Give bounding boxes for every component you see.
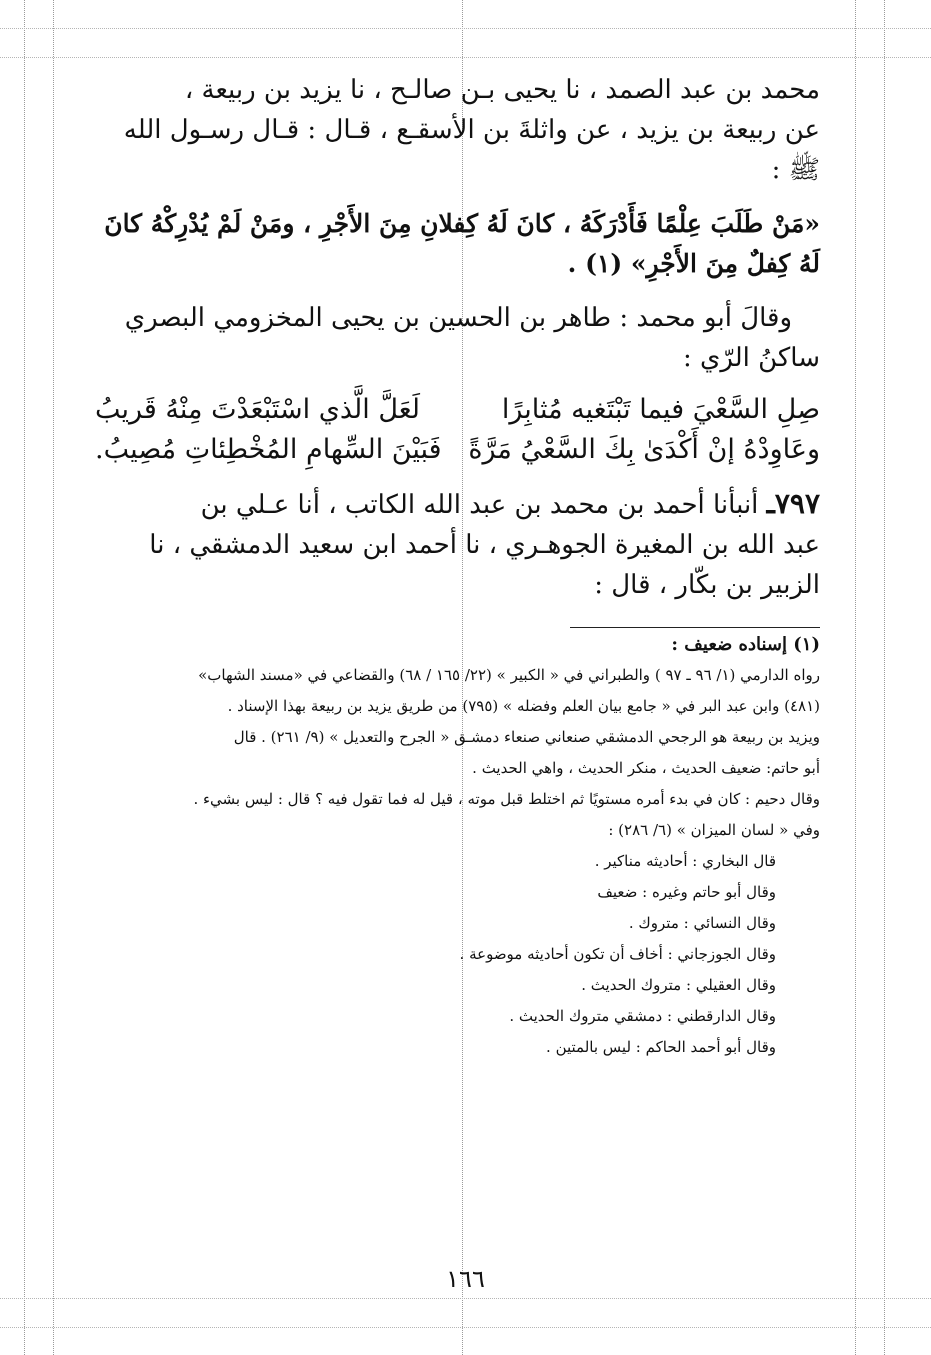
entry-text: أنبأنا أحمد بن محمد بن عبد الله الكاتب ، أنا عـلي بن: [200, 490, 767, 520]
entry-number: ٧٩٧ـ: [766, 487, 820, 520]
text-line: عبد الله بن المغيرة الجوهـري ، نا أحمد ابن سعيد الدمشقي ، نا: [149, 530, 820, 560]
footnote-quote: وقال الجوزجاني : أخاف أن تكون أحاديثه موضوعة .: [459, 945, 776, 963]
guide-line: [0, 57, 931, 58]
footnotes: [95, 630, 820, 1063]
verse: [95, 390, 820, 430]
footnote-separator: [570, 627, 820, 628]
footnote-quote: قال البخاري : أحاديثه مناكير .: [594, 852, 776, 870]
verse: [95, 430, 820, 470]
footnote-quote: وقال أبو حاتم وغيره : ضعيف: [597, 883, 776, 901]
footnote-line: وقال دحيم : كان في بدء أمره مستويًا ثم اختلط قبل موته ، قيل له فما تقول فيه ؟ قال : ليس بشيء .: [193, 790, 820, 808]
footnote-quote: وقال النسائي : متروك .: [628, 914, 776, 932]
text-line: ﷺ :: [771, 155, 820, 185]
text-line: [95, 484, 820, 525]
footnote-line: رواه الدارمي (١/ ٩٦ ـ ٩٧ ) والطبراني في « الكبير » (٢٢/ ١٦٥ / ٦٨) والقضاعي في «مسند الشهاب»: [198, 666, 820, 684]
entry-797: [95, 484, 820, 605]
footnote-line: (٤٨١) وابن عبد البر في « جامع بيان العلم وفضله » (٧٩٥) من طريق يزيد بن ربيعة بهذا الإسناد .: [227, 697, 820, 715]
hadith-line: «مَنْ طَلَبَ عِلْمًا فَأَدْرَكَهُ ، كانَ لَهُ كِفلانِ مِنَ الأَجْرِ ، ومَنْ لَمْ يُدْرِكْهُ كانَ: [104, 209, 820, 238]
guide-line: [884, 0, 885, 1355]
verse-first-hemistich: صِلِ السَّعْيَ فيما تَبْتَغيه مُثابِرًا: [501, 394, 820, 425]
narration: [95, 298, 820, 378]
guide-line: [855, 0, 856, 1355]
verse-first-hemistich: وعَاوِدْهُ إنْ أَكْدَىٰ بِكَ السَّعْيُ مَرَّةً: [468, 434, 820, 465]
text-line: ساكنُ الرّي :: [682, 343, 820, 373]
footnote-quote: وقال أبو أحمد الحاكم : ليس بالمتين .: [546, 1038, 776, 1056]
text-line: عن ربيعة بن يزيد ، عن واثلةَ بن الأسقـع ، قـال : قـال رسـول الله: [123, 115, 820, 145]
footnote-heading: (١) إسناده ضعيف :: [671, 634, 820, 655]
footnote-quote: وقال العقيلي : متروك الحديث .: [581, 976, 776, 994]
hadith-line: لَهُ كِفلٌ مِنَ الأَجْرِ» (١) .: [567, 249, 820, 278]
guide-line: [24, 0, 25, 1355]
verse-second-hemistich: فَبَيْنَ السِّهامِ المُخْطِئاتِ مُصِيبُ.: [95, 434, 442, 465]
page-body: [95, 70, 820, 1063]
footnote-line: وفي « لسان الميزان » (٦/ ٢٨٦) :: [608, 821, 820, 839]
text-line: الزبير بن بكّار ، قال :: [594, 570, 820, 600]
guide-line: [0, 1327, 931, 1328]
chain-of-narration: [95, 70, 820, 190]
footnote-line: أبو حاتم: ضعيف الحديث ، منكر الحديث ، واهي الحديث .: [472, 759, 820, 777]
verse-second-hemistich: لَعَلَّ الَّذي اسْتَبْعَدْتَ مِنْهُ قَريبُ: [95, 394, 421, 425]
guide-line: [53, 0, 54, 1355]
footnote-quote: وقال الدارقطني : دمشقي متروك الحديث .: [509, 1007, 776, 1025]
text-line: محمد بن عبد الصمد ، نا يحيى بـن صالـح ، نا يزيد بن ربيعة ،: [184, 75, 820, 105]
poem-verses: [95, 390, 820, 470]
footnote-line: ويزيد بن ربيعة هو الرجحي الدمشقي صنعاني صنعاء دمشـق « الجرح والتعديل » (٩/ ٢٦١) . قال: [233, 728, 820, 746]
guide-line: [0, 28, 931, 29]
guide-line: [0, 1298, 931, 1299]
page-number: ١٦٦: [446, 1265, 485, 1293]
hadith-text: [95, 204, 820, 284]
text-line: وقالَ أبو محمد : طاهر بن الحسين بن يحيى المخزومي البصري: [124, 303, 792, 333]
